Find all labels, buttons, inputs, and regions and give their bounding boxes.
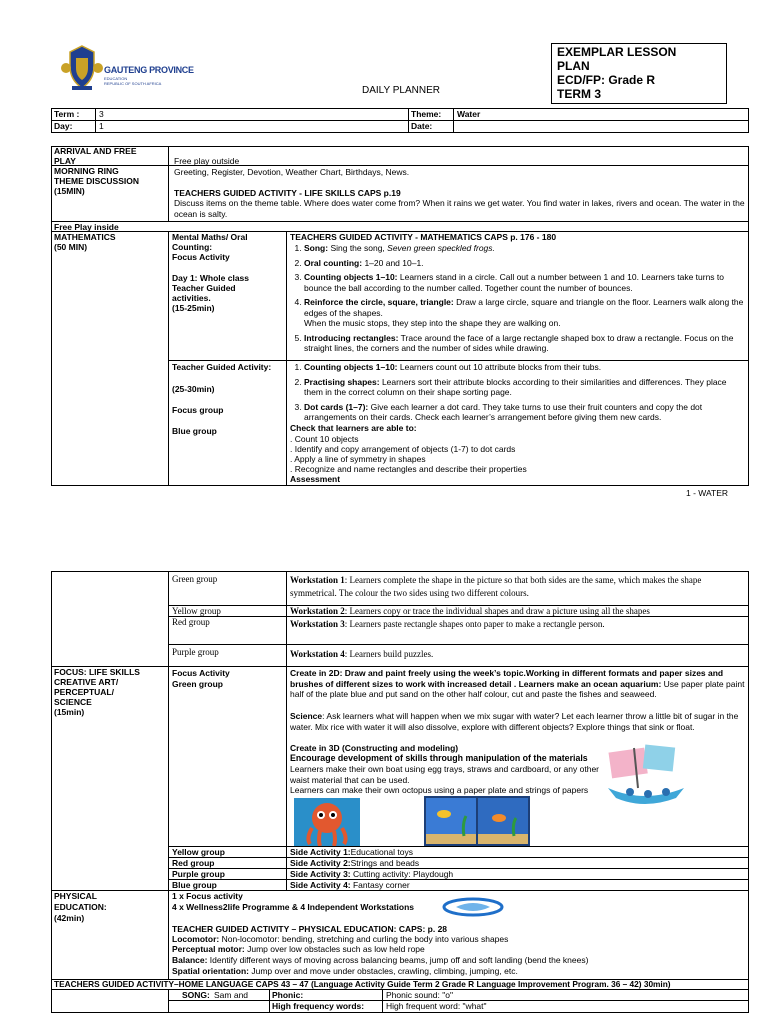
home-language-heading: TEACHERS GUIDED ACTIVITY–HOME LANGUAGE CAPS 43 – 47 (Language Activity Guide Term 2 Grade R Language Improvement Program. 36 – 42) 30min) xyxy=(54,979,671,989)
math-activity-list xyxy=(290,243,746,358)
pe-item-3 xyxy=(172,955,588,966)
schedule-table-page1 xyxy=(51,146,749,486)
tga-mid-1: Teacher Guided Activity: xyxy=(172,362,272,372)
math-mid-4: Day 1: Whole class xyxy=(172,273,250,283)
info-table xyxy=(51,108,749,133)
arrival-text: Free play outside xyxy=(174,156,240,166)
math-mid-6: activities. xyxy=(172,293,211,303)
tga-activity-item-1-text: Learners count out 10 attribute blocks from their tubs. xyxy=(397,362,602,372)
pe-item-4 xyxy=(172,966,518,977)
side-activity-2 xyxy=(290,858,419,869)
side-group-4: Blue group xyxy=(172,880,217,890)
pe-item-1-title: Locomotor: xyxy=(172,934,220,944)
red-group-label: Red group xyxy=(172,617,210,627)
arrival-label-2: PLAY xyxy=(54,156,76,166)
math-activity-item-1-italic: Seven green speckled frogs. xyxy=(387,243,495,253)
tga-activity-item-1-title: Counting objects 1–10: xyxy=(304,362,398,372)
focus-label-5: (15min) xyxy=(54,707,85,717)
fish-aquarium-icon xyxy=(424,796,530,846)
tga-activity-list xyxy=(290,362,746,427)
coat-of-arms-icon xyxy=(60,44,104,92)
math-activity-item-5-title: Introducing rectangles: xyxy=(304,332,399,343)
date-label: Date: xyxy=(411,121,433,131)
check-item-3: . Apply a line of symmetry in shapes xyxy=(290,454,426,464)
side-activity-2-title: Side Activity 2: xyxy=(290,858,351,868)
pe-focus-line: 1 x Focus activity xyxy=(172,891,243,901)
math-activity-item-5 xyxy=(304,333,746,354)
math-activity-item-4-title: Reinforce the circle, square, triangle: xyxy=(304,297,454,307)
math-activity-item-1 xyxy=(304,243,746,254)
song-value: Sam and xyxy=(214,990,249,1000)
focus-label-3: PERCEPTUAL/ xyxy=(54,687,114,697)
tga-activity-item-2 xyxy=(304,377,746,398)
tga-mid-4: Blue group xyxy=(172,426,217,436)
side-activity-4 xyxy=(290,880,410,891)
math-activity-item-3-text: Learners stand in a circle. Call out a number between 1 and 10. Learners take turns to bounce the ball according to the number called. Together count the number of bounces. xyxy=(304,272,725,293)
song-label: SONG: xyxy=(182,990,210,1000)
tga-activity-item-3-title: Dot cards (1–7): xyxy=(304,401,369,412)
create-3d-heading: Create in 3D (Constructing and modeling) xyxy=(290,743,459,753)
tga-activity-item-2-title: Practising shapes: xyxy=(304,376,380,387)
science-label: Science xyxy=(290,711,323,721)
math-activity-item-2 xyxy=(304,258,746,269)
math-activity-item-3 xyxy=(304,272,746,293)
pe-label-1: PHYSICAL xyxy=(54,891,97,901)
theme-label: Theme: xyxy=(411,109,442,119)
pe-item-1 xyxy=(172,934,508,945)
math-label-1: MATHEMATICS xyxy=(54,232,116,242)
create-2d-text xyxy=(290,668,746,700)
logo-sub-education: EDUCATION xyxy=(104,76,128,81)
workstation-4-text: : Learners build puzzles. xyxy=(344,649,434,659)
high-frequency-value: High frequent word: "what" xyxy=(386,1001,487,1011)
arrival-label-1: ARRIVAL AND FREE xyxy=(54,146,137,156)
create-2d-heading: Create in 2D: Draw and paint freely using the week’s topic.Working in different formats and paper sizes and brushes of different sizes to work with increased detail . Learners make an ocean aquarium: xyxy=(290,668,724,689)
exemplar-box xyxy=(551,43,727,104)
green-group-label: Green group xyxy=(172,574,218,584)
side-activity-2-text: Strings and beads xyxy=(350,858,420,868)
tga-activity-item-3 xyxy=(304,402,746,423)
workstation-3-text: : Learners paste rectangle shapes onto paper to make a rectangle person. xyxy=(344,619,605,629)
pe-item-2-text: Jump over low obstacles such as low held rope xyxy=(244,944,425,954)
term-value: 3 xyxy=(99,109,104,119)
tga-mid-3: Focus group xyxy=(172,405,224,415)
workstation-3 xyxy=(290,619,605,630)
math-mid-7: (15-25min) xyxy=(172,303,215,313)
logo-sub-rsa: REPUBLIC OF SOUTH AFRICA xyxy=(104,81,162,86)
workstation-4-title: Workstation 4 xyxy=(290,649,345,659)
check-item-2: . Identify and copy arrangement of objects (1-7) to dot cards xyxy=(290,444,516,454)
math-activity-item-4-text: Draw a large circle, square and triangle on the floor. Learners walk along the edges of the shapes. When the music stops, they step into the shape they are walking on. xyxy=(304,297,744,328)
pe-item-3-title: Balance: xyxy=(172,955,208,965)
side-activity-3 xyxy=(290,869,453,880)
tga-mid-2: (25-30min) xyxy=(172,384,215,394)
pe-item-2-title: Perceptual motor: xyxy=(172,944,245,954)
ring-label-1: MORNING RING xyxy=(54,166,119,176)
phonic-label: Phonic: xyxy=(272,990,304,1000)
ring-label-2: THEME DISCUSSION xyxy=(54,176,140,186)
focus-mid-1: Focus Activity xyxy=(172,668,230,678)
exemplar-line-4: TERM 3 xyxy=(557,87,602,101)
workstation-2-text: : Learners copy or trace the individual shapes and draw a picture using all the shapes xyxy=(344,606,650,616)
workstation-1-title: Workstation 1 xyxy=(290,575,345,585)
theme-value: Water xyxy=(457,109,481,119)
side-activity-3-text: Cutting activity: Playdough xyxy=(350,869,454,879)
workstation-1 xyxy=(290,574,746,600)
side-activity-4-title: Side Activity 4: xyxy=(290,880,351,890)
create-2d-body: Use paper plate paint half of the plate blue and put sand on the other half colour, cut and paste the fishes and seaweed. xyxy=(290,678,745,699)
boat-craft-image xyxy=(604,742,690,808)
workstation-2 xyxy=(290,606,650,617)
octopus-icon xyxy=(294,798,360,846)
math-mid-1: Mental Maths/ Oral xyxy=(172,232,248,242)
logo-province-name: GAUTENG PROVINCE xyxy=(104,65,194,75)
tga-activity-item-2-text: Learners sort their attribute blocks according to their similarities and differences. They place them in the correct column on their shape sorting page. xyxy=(304,376,727,397)
math-mid-2: Counting: xyxy=(172,242,213,252)
pe-wellness-line: 4 x Wellness2life Programme & 4 Independent Workstations xyxy=(172,902,415,912)
schedule-table-page2 xyxy=(51,571,749,1013)
focus-mid-2: Green group xyxy=(172,679,224,689)
workstation-2-title: Workstation 2 xyxy=(290,606,345,616)
phonic-value: Phonic sound: "o" xyxy=(386,990,453,1000)
day-label: Day: xyxy=(54,121,73,131)
pe-item-4-title: Spatial orientation: xyxy=(172,966,249,976)
side-group-3: Purple group xyxy=(172,869,225,879)
pe-item-2 xyxy=(172,944,425,955)
math-mid-3: Focus Activity xyxy=(172,252,230,262)
exemplar-line-1: EXEMPLAR LESSON xyxy=(557,45,677,59)
life-skills-text: Discuss items on the theme table. Where does water come from? When it rains we get water. You find water in lakes, rivers and ocean. The water in the ocean is salty. xyxy=(174,198,745,219)
pe-label-2: EDUCATION: xyxy=(54,902,107,912)
tga-activity-item-1 xyxy=(304,362,746,373)
tga-activity-item-3-text: Give each learner a dot card. They take turns to use their fruit counters and copy the dot arrangements on their cards. Check each learner’s arrangement before giving them new cards. xyxy=(304,401,703,422)
math-activity-item-4 xyxy=(304,297,746,329)
pe-item-1-text: Non-locomotor: bending, stretching and curling the body into various shapes xyxy=(219,934,509,944)
workstation-4 xyxy=(290,649,433,660)
term-label: Term : xyxy=(54,109,80,119)
ring-label-3: (15MIN) xyxy=(54,186,85,196)
high-frequency-label: High frequency words: xyxy=(272,1001,365,1011)
octopus-craft-image xyxy=(294,798,360,846)
science-text xyxy=(290,711,746,732)
check-heading: Check that learners are able to: xyxy=(290,423,417,433)
pe-item-4-text: Jump over and move under obstacles, crawling, climbing, jumping, etc. xyxy=(248,966,518,976)
math-heading: TEACHERS GUIDED ACTIVITY - MATHEMATICS CAPS p. 176 - 180 xyxy=(290,232,557,242)
boat-text: Learners make their own boat using egg trays, straws and cardboard, or any other waist material that can be used. xyxy=(290,764,600,785)
workstation-1-text: : Learners complete the shape in the picture so that both sides are the same, which makes the shape symmetrical. The colour the two sides using two different colours. xyxy=(290,575,702,598)
math-activity-item-5-text: Trace around the face of a large rectangle shaped box to draw a rectangle. Focus on the straight lines, the corners and the number of sides while drawing. xyxy=(304,332,734,353)
side-activity-1 xyxy=(290,847,413,858)
side-group-1: Yellow group xyxy=(172,847,225,857)
exemplar-line-3: ECD/FP: Grade R xyxy=(557,73,656,87)
math-activity-item-1-text: Sing the song, xyxy=(328,243,388,253)
assessment-label: Assessment xyxy=(290,474,341,484)
math-activity-item-2-title: Oral counting: xyxy=(304,257,363,268)
check-item-1: . Count 10 objects xyxy=(290,434,359,444)
math-mid-5: Teacher Guided xyxy=(172,283,236,293)
check-item-4: . Recognize and name rectangles and describe their properties xyxy=(290,464,527,474)
math-label-2: (50 MIN) xyxy=(54,242,88,252)
aquarium-craft-image xyxy=(424,796,530,846)
side-activity-4-text: Fantasy corner xyxy=(350,880,410,890)
pe-item-3-text: Identify different ways of moving across balancing beams, jump off and soft landing (bend the knees) xyxy=(207,955,589,965)
side-activity-1-text: Educational toys xyxy=(350,847,413,857)
page-title: DAILY PLANNER xyxy=(362,85,440,96)
focus-label-1: FOCUS: LIFE SKILLS xyxy=(54,667,140,677)
math-activity-item-1-title: Song: xyxy=(304,243,329,253)
focus-label-4: SCIENCE xyxy=(54,697,92,707)
focus-label-2: CREATIVE ART/ xyxy=(54,677,119,687)
science-body: : Ask learners what will happen when we mix sugar with water? Let each learner throw a little bit of sugar in the water. Mix rice with water it will also dissolve, explore with different objects? Explore things that sink or float. xyxy=(290,711,739,732)
side-activity-1-title: Side Activity 1: xyxy=(290,847,351,857)
math-activity-item-2-text: 1–20 and 10–1. xyxy=(362,257,424,268)
math-activity-item-3-title: Counting objects 1–10: xyxy=(304,272,398,282)
wellness-logo xyxy=(442,897,504,917)
exemplar-line-2: PLAN xyxy=(557,59,590,73)
ring-text: Greeting, Register, Devotion, Weather Chart, Birthdays, News. xyxy=(174,167,410,177)
gauteng-logo xyxy=(58,44,194,94)
encourage-heading: Encourage development of skills through manipulation of the materials xyxy=(290,753,588,763)
purple-group-label: Purple group xyxy=(172,647,219,657)
side-group-2: Red group xyxy=(172,858,215,868)
yellow-group-label: Yellow group xyxy=(172,606,221,616)
day-value: 1 xyxy=(99,121,104,131)
side-activity-3-title: Side Activity 3: xyxy=(290,869,351,879)
pe-label-3: (42min) xyxy=(54,913,85,923)
page-footer: 1 - WATER xyxy=(686,488,729,498)
workstation-3-title: Workstation 3 xyxy=(290,619,345,629)
wellness-swirl-icon xyxy=(442,897,504,917)
octopus-text: Learners can make their own octopus using a paper plate and strings of papers xyxy=(290,785,589,795)
free-play-inside: Free Play inside xyxy=(54,222,119,232)
egg-tray-boat-icon xyxy=(604,742,690,808)
life-skills-heading: TEACHERS GUIDED ACTIVITY - LIFE SKILLS CAPS p.19 xyxy=(174,188,401,198)
pe-heading: TEACHER GUIDED ACTIVITY – PHYSICAL EDUCATION: CAPS: p. 28 xyxy=(172,924,448,934)
